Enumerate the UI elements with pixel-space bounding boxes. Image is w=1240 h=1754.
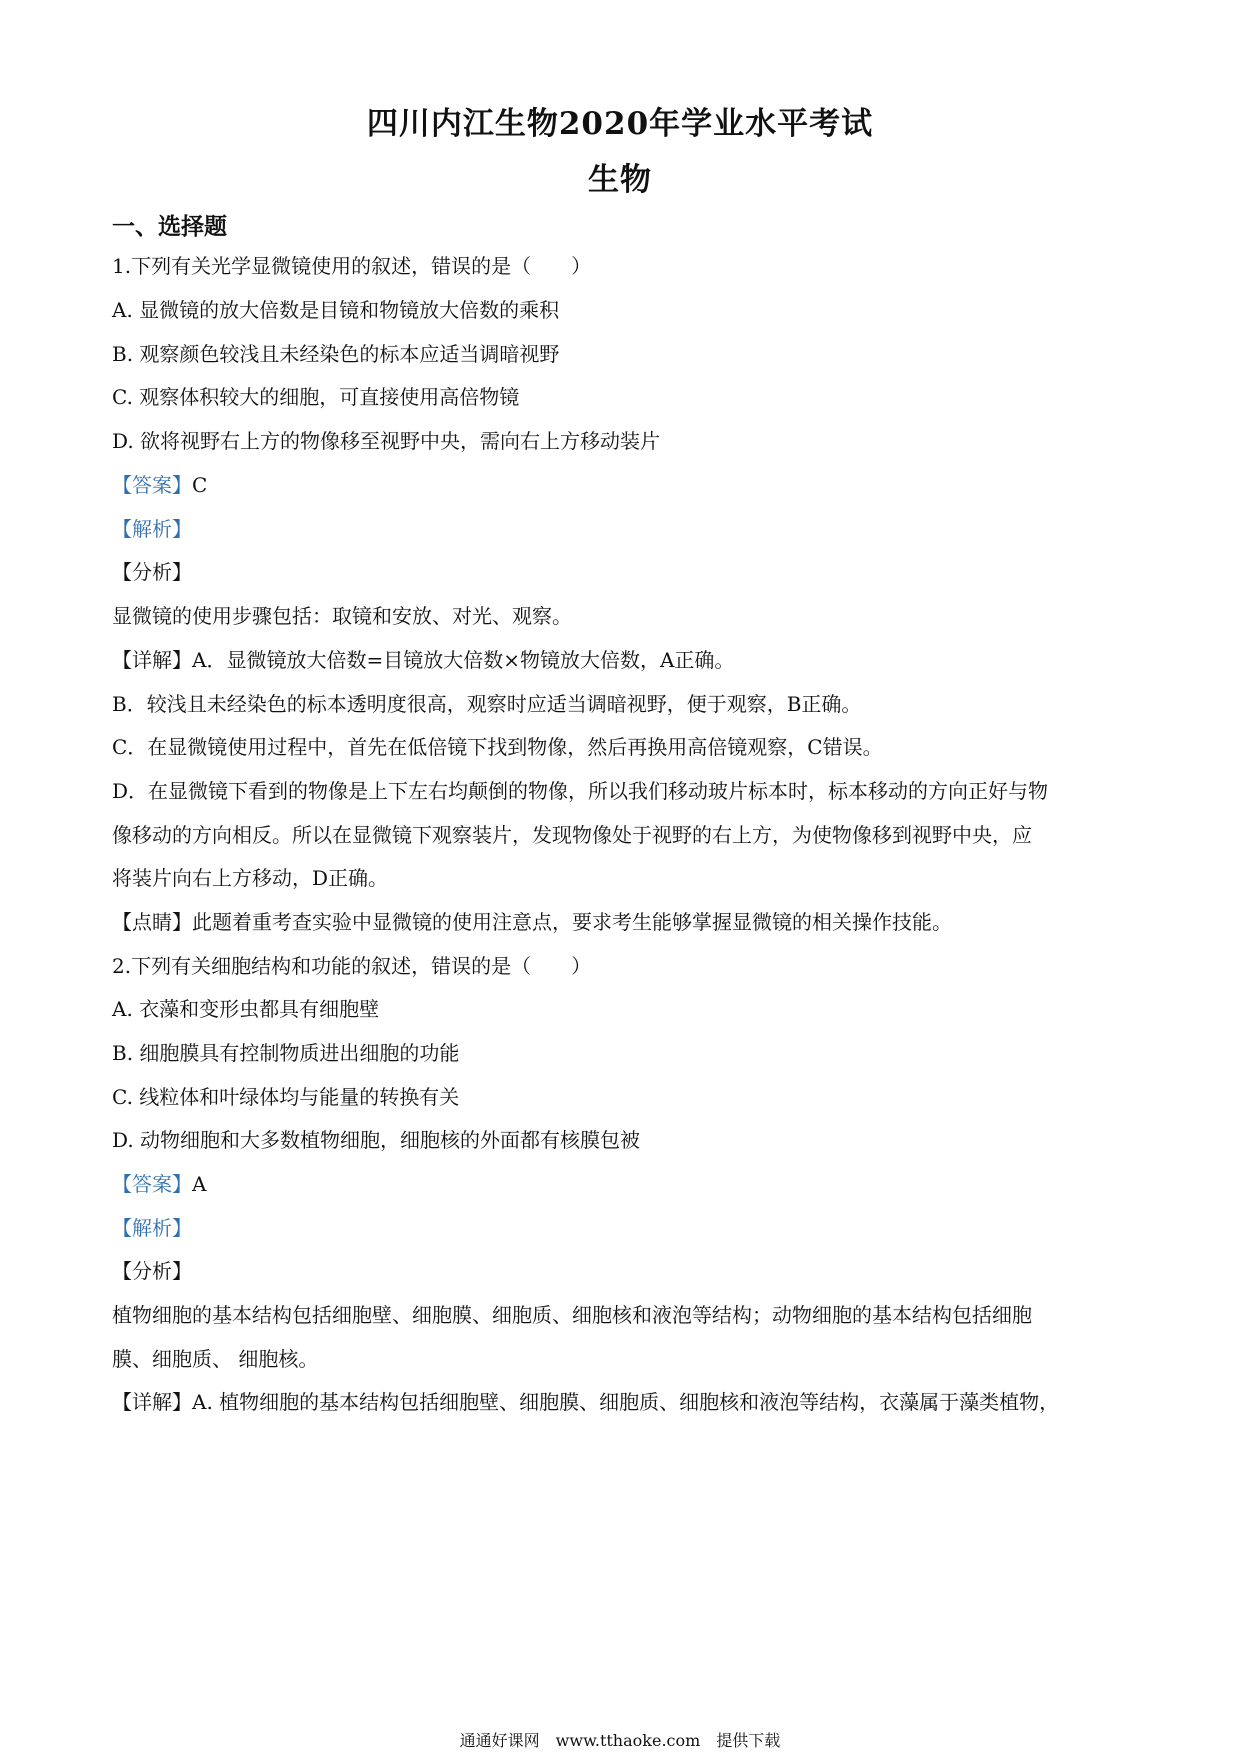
q1-option-c: C. 观察体积较大的细胞，可直接使用高倍物镜 (112, 385, 520, 409)
q2-stem: 2.下列有关细胞结构和功能的叙述，错误的是（ ） (112, 954, 592, 978)
q2-option-d: D. 动物细胞和大多数植物细胞，细胞核的外面都有核膜包被 (112, 1128, 641, 1152)
q1-detail-line: C．在显微镜使用过程中，首先在低倍镜下找到物像，然后再换用高倍镜观察，C错误。 (112, 735, 883, 759)
q2-fenxi-line: 植物细胞的基本结构包括细胞壁、细胞膜、细胞质、细胞核和液泡等结构；动物细胞的基本结构包括细胞 (112, 1303, 1032, 1327)
q1-dianjing: 【点睛】此题着重考查实验中显微镜的使用注意点，要求考生能够掌握显微镜的相关操作技能。 (112, 910, 952, 934)
q1-stem: 1.下列有关光学显微镜使用的叙述，错误的是（ ） (112, 254, 592, 278)
answer-label: 【答案】 (112, 1172, 192, 1196)
q2-option-b: B. 细胞膜具有控制物质进出细胞的功能 (112, 1041, 460, 1065)
q2-answer (112, 1170, 1142, 1198)
q1-analysis-label: 【解析】 (112, 517, 192, 541)
q1-answer (112, 471, 1142, 499)
q1-option-a: A. 显微镜的放大倍数是目镜和物镜放大倍数的乘积 (112, 298, 560, 322)
answer-value: A (192, 1172, 207, 1196)
document-subtitle: 生物 (588, 162, 652, 198)
q1-detail-line: B．较浅且未经染色的标本透明度很高，观察时应适当调暗视野，便于观察，B正确。 (112, 692, 862, 716)
q1-detail-line: 【详解】A．显微镜放大倍数=目镜放大倍数×物镜放大倍数，A正确。 (112, 648, 735, 672)
q2-option-c: C. 线粒体和叶绿体均与能量的转换有关 (112, 1085, 460, 1109)
document-title: 四川内江生物2020年学业水平考试 (366, 106, 874, 142)
q2-analysis-label: 【解析】 (112, 1216, 192, 1240)
q1-fenxi-text: 显微镜的使用步骤包括：取镜和安放、对光、观察。 (112, 604, 572, 628)
q2-detail-line: 【详解】A. 植物细胞的基本结构包括细胞壁、细胞膜、细胞质、细胞核和液泡等结构，衣藻属于藻类植物， (112, 1390, 1060, 1414)
q1-detail-line: 像移动的方向相反。所以在显微镜下观察装片，发现物像处于视野的右上方，为使物像移到视野中央，应 (112, 823, 1032, 847)
answer-value: C (192, 473, 208, 497)
page-footer: 通通好课网 www.tthaoke.com 提供下载 (459, 1731, 781, 1750)
q2-option-a: A. 衣藻和变形虫都具有细胞壁 (112, 997, 380, 1021)
q1-option-b: B. 观察颜色较浅且未经染色的标本应适当调暗视野 (112, 342, 560, 366)
answer-label: 【答案】 (112, 473, 192, 497)
q1-detail-line: 将装片向右上方移动，D正确。 (112, 866, 389, 890)
q2-fenxi-label: 【分析】 (112, 1259, 192, 1283)
q1-fenxi-label: 【分析】 (112, 560, 192, 584)
q1-detail-line: D．在显微镜下看到的物像是上下左右均颠倒的物像，所以我们移动玻片标本时，标本移动的方向正好与物 (112, 779, 1049, 803)
section-heading: 一、选择题 (112, 213, 227, 240)
q1-option-d: D. 欲将视野右上方的物像移至视野中央，需向右上方移动装片 (112, 429, 661, 453)
q2-fenxi-line: 膜、细胞质、 细胞核。 (112, 1347, 319, 1371)
